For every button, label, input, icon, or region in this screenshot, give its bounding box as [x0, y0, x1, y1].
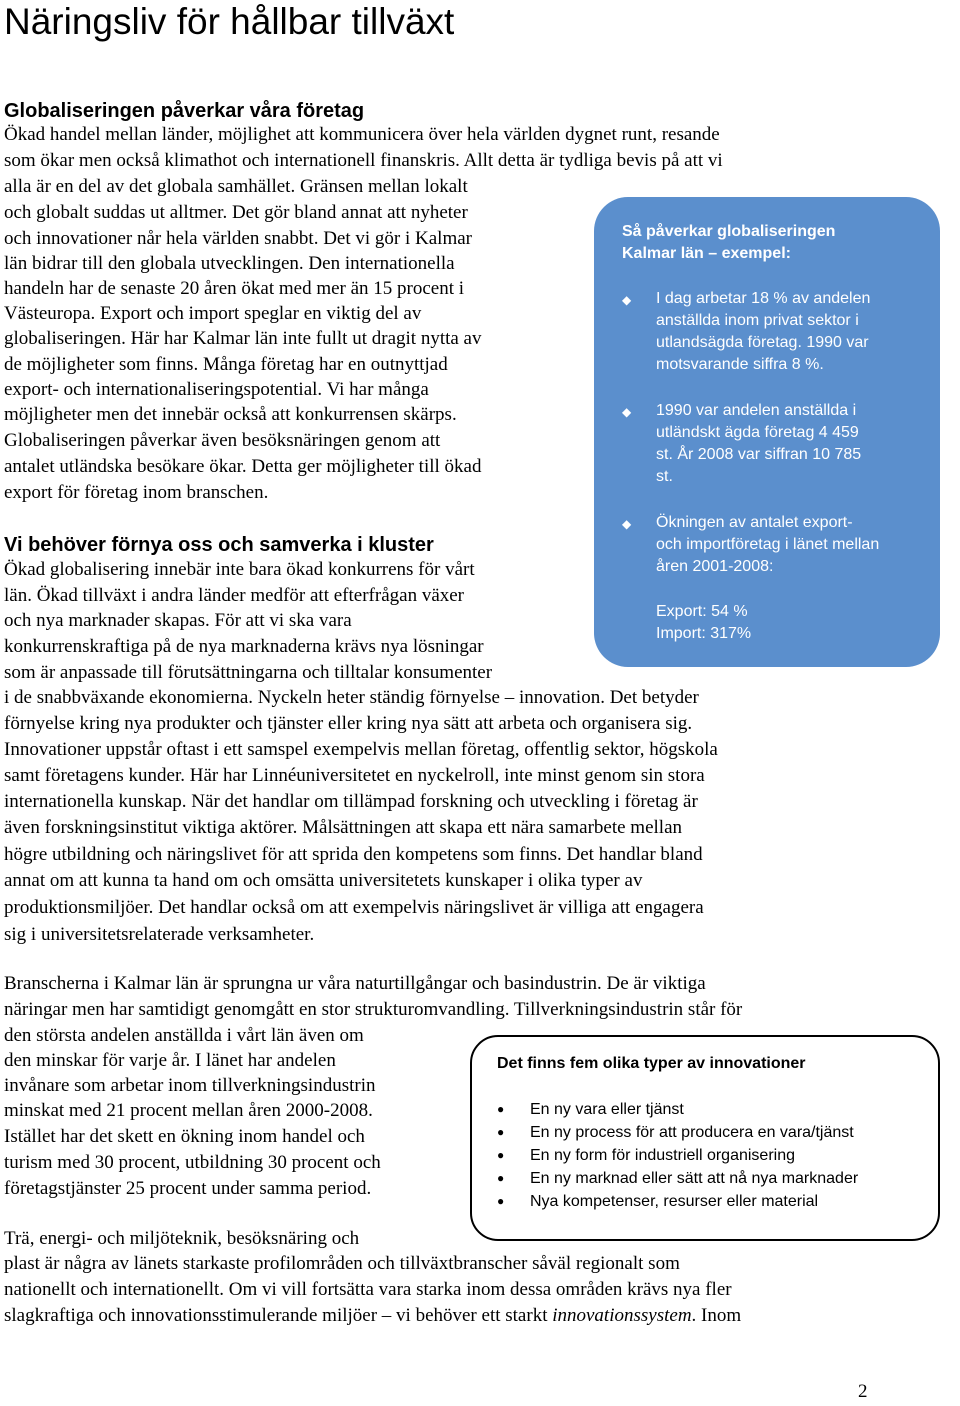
body-line: den minskar för varje år. I länet har andelen	[4, 1050, 336, 1071]
callout-bullet-text: motsvarande siffra 8 %.	[656, 356, 824, 373]
callout-bullet-text: åren 2001-2008:	[656, 558, 774, 575]
body-line: produktionsmiljöer. Det handlar också om att exempelvis näringslivet är villiga att engagera	[4, 897, 704, 918]
callout-bullet-text: 1990 var andelen anställda i	[656, 402, 857, 419]
body-line: nationellt och internationellt. Om vi vill fortsätta vara starka inom dessa områden krävs nya fler	[4, 1279, 732, 1300]
body-line: och innovationer når hela världen snabbt. Det vi gör i Kalmar	[4, 228, 472, 249]
bullet-icon: ●	[497, 1102, 505, 1116]
body-line: län bidrar till den globala utvecklingen. Den internationella	[4, 253, 455, 274]
body-line: antalet utländska besökare ökar. Detta ger möjligheter till ökad	[4, 456, 482, 477]
bullet-icon: ●	[497, 1125, 505, 1139]
body-line: globaliseringen. Här har Kalmar län inte fullt ut dragit nytta av	[4, 328, 482, 349]
body-line: Globaliseringen påverkar även besöksnäringen genom att	[4, 430, 441, 451]
body-line: konkurrenskraftiga på de nya marknaderna krävs nya lösningar	[4, 636, 484, 657]
callout-bullet-text: anställda inom privat sektor i	[656, 312, 859, 329]
body-line: som ökar men också klimathot och internationell finanskris. Allt detta är tydliga bevis på att vi	[4, 150, 723, 171]
callout-title: Kalmar län – exempel:	[622, 245, 791, 262]
innovation-box-title: Det finns fem olika typer av innovationer	[497, 1055, 806, 1072]
callout-import-figure: Import: 317%	[656, 625, 752, 642]
innovation-item: En ny form för industriell organisering	[530, 1147, 796, 1164]
bullet-icon: ●	[497, 1148, 505, 1162]
callout-bullet-text: st.	[656, 468, 673, 485]
body-line: högre utbildning och näringslivet för att sprida den kompetens som finns. Det handlar bland	[4, 844, 703, 865]
body-line: minskat med 21 procent mellan åren 2000-2008.	[4, 1100, 373, 1121]
body-line: turism med 30 procent, utbildning 30 procent och	[4, 1152, 381, 1173]
body-text: slagkraftiga och innovationsstimulerande miljöer – vi behöver ett starkt	[4, 1305, 553, 1326]
bullet-icon: ●	[497, 1171, 505, 1185]
body-line: handeln har de senaste 20 åren ökat med mer än 15 procent i	[4, 278, 465, 299]
body-line: internationella kunskap. När det handlar om tillämpad forskning och utveckling i företag är	[4, 791, 698, 812]
body-line: Västeuropa. Export och import speglar en viktig del av	[4, 303, 422, 324]
body-line: och nya marknader skapas. För att vi ska vara	[4, 610, 352, 631]
page-title: Näringsliv för hållbar tillväxt	[4, 1, 455, 42]
callout-bullet-text: st. År 2008 var siffran 10 785	[656, 446, 862, 463]
body-line: Ökad globalisering innebär inte bara ökad konkurrens för vårt	[4, 559, 475, 580]
innovation-item: En ny vara eller tjänst	[530, 1101, 684, 1118]
body-line: som är anpassade till förutsättningarna och tilltalar konsumenter	[4, 662, 493, 683]
callout-bullet-text: utlandsägda företag. 1990 var	[656, 334, 869, 351]
callout-title: Så påverkar globaliseringen	[622, 223, 836, 240]
body-line: Istället har det skett en ökning inom handel och	[4, 1126, 365, 1147]
body-line: län. Ökad tillväxt i andra länder medför att efterfrågan växer	[4, 585, 465, 606]
diamond-bullet-icon: ◆	[622, 405, 632, 419]
body-line: Innovationer uppstår oftast i ett samspel exempelvis mellan företag, offentlig sektor, högskola	[4, 739, 718, 760]
body-line: den största andelen anställda i vårt län även om	[4, 1025, 364, 1046]
body-text: . Inom	[691, 1305, 742, 1326]
body-line: möjligheter men det innebär också att konkurrensen skärps.	[4, 404, 457, 425]
body-line: förnyelse kring nya produkter och tjänster eller kring nya sätt att arbeta och organisera sig.	[4, 713, 693, 734]
emphasis-text: innovationssystem	[552, 1305, 692, 1326]
body-line: export för företag inom branschen.	[4, 482, 269, 503]
bullet-icon: ●	[497, 1194, 505, 1208]
globalization-callout-box	[594, 197, 940, 667]
callout-bullet-text: och importföretag i länet mellan	[656, 536, 880, 553]
page-number: 2	[858, 1381, 868, 1402]
innovation-item: Nya kompetenser, resurser eller material	[530, 1193, 819, 1210]
innovation-item: En ny process för att producera en vara/tjänst	[530, 1124, 854, 1141]
callout-bullet-text: I dag arbetar 18 % av andelen	[656, 290, 871, 307]
body-line: invånare som arbetar inom tillverkningsindustrin	[4, 1075, 376, 1096]
body-line: samt företagens kunder. Här har Linnéuniversitetet en nyckelroll, inte minst genom sin stora	[4, 765, 705, 786]
innovation-types-box	[470, 1035, 940, 1241]
body-line: och globalt suddas ut alltmer. Det gör bland annat att nyheter	[4, 202, 468, 223]
diamond-bullet-icon: ◆	[622, 293, 632, 307]
body-line: annat om att kunna ta hand om och omsätta universitetets kunskaper i olika typer av	[4, 870, 643, 891]
body-line: Branscherna i Kalmar län är sprungna ur våra naturtillgångar och basindustrin. De är viktiga	[4, 973, 706, 994]
section-heading-globalization: Globaliseringen påverkar våra företag	[4, 100, 365, 122]
body-line: även forskningsinstitut viktiga aktörer. Målsättningen att skapa ett nära samarbete mellan	[4, 817, 682, 838]
body-line: export- och internationaliseringspotential. Vi har många	[4, 379, 429, 400]
body-line: Trä, energi- och miljöteknik, besöksnäring och	[4, 1228, 360, 1249]
diamond-bullet-icon: ◆	[622, 517, 632, 531]
callout-export-figure: Export: 54 %	[656, 603, 748, 620]
body-line: i de snabbväxande ekonomierna. Nyckeln heter ständig förnyelse – innovation. Det betyder	[4, 687, 699, 708]
body-line: de möjligheter som finns. Många företag har en outnyttjad	[4, 354, 448, 375]
innovation-item: En ny marknad eller sätt att nå nya marknader	[530, 1170, 859, 1187]
callout-bullet-text: Ökningen av antalet export-	[656, 514, 853, 531]
body-line: näringar men har samtidigt genomgått en stor strukturomvandling. Tillverkningsindustrin står för	[4, 999, 743, 1020]
callout-bullet-text: utländskt ägda företag 4 459	[656, 424, 859, 441]
body-line: alla är en del av det globala samhället. Gränsen mellan lokalt	[4, 176, 468, 197]
body-line: företagstjänster 25 procent under samma period.	[4, 1178, 372, 1199]
body-line: plast är några av länets starkaste profilområden och tillväxtbranscher såväl regionalt som	[4, 1253, 680, 1274]
body-line	[4, 1303, 741, 1329]
section-heading-clusters: Vi behöver förnya oss och samverka i kluster	[4, 534, 434, 556]
body-line: sig i universitetsrelaterade verksamheter.	[4, 924, 315, 945]
body-line: Ökad handel mellan länder, möjlighet att kommunicera över hela världen dygnet runt, resande	[4, 124, 720, 145]
